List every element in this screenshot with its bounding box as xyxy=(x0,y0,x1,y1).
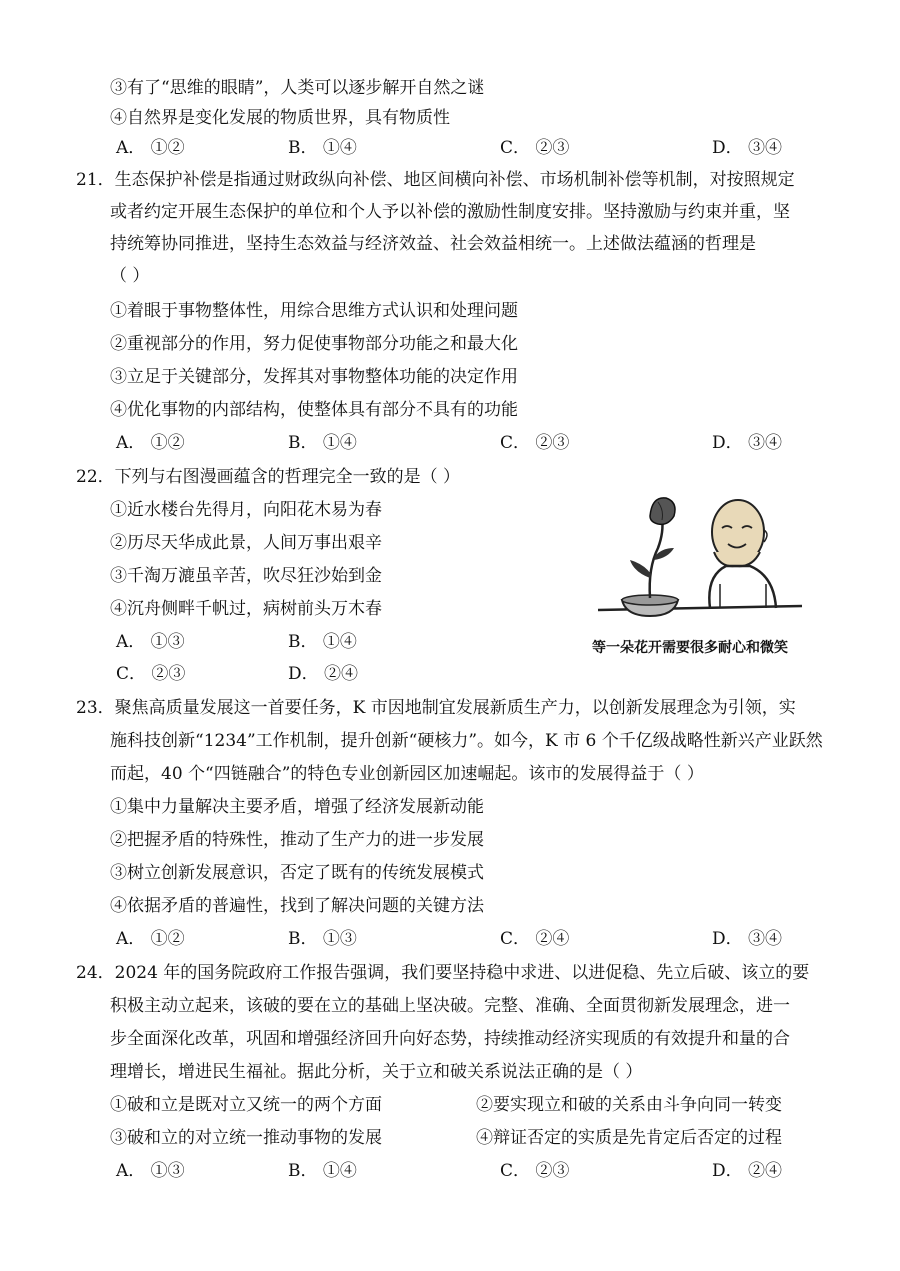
q23-statement-4: ④依据矛盾的普遍性，找到了解决问题的关键方法 xyxy=(110,896,484,916)
q23-option-c: C． ②④ xyxy=(500,929,570,949)
q24-stem-line-4: 理增长，增进民生福祉。据此分析，关于立和破关系说法正确的是（ ） xyxy=(110,1062,643,1082)
q23-stem-line-1: 23．聚焦高质量发展这一首要任务，K 市因地制宜发展新质生产力，以创新发展理念为引领，实 xyxy=(76,698,796,718)
q22-option-d: D． ②④ xyxy=(288,664,359,684)
q21-stem-line-1: 21．生态保护补偿是指通过财政纵向补偿、地区间横向补偿、市场机制补偿等机制，对按照规定 xyxy=(76,170,795,190)
q23-option-b: B． ①③ xyxy=(288,929,357,949)
q23-stem-line-2: 施科技创新“1234”工作机制，提升创新“硬核力”。如今，K 市 6 个千亿级战略性新兴产业跃然 xyxy=(110,731,823,751)
q24-statement-2: ②要实现立和破的关系由斗争向同一转变 xyxy=(476,1095,782,1115)
q21-option-a: A． ①② xyxy=(116,433,185,453)
q20-option-d: D． ③④ xyxy=(712,138,783,158)
q22-stem: 22．下列与右图漫画蕴含的哲理完全一致的是（ ） xyxy=(76,467,461,487)
q22-statement-4: ④沉舟侧畔千帆过，病树前头万木春 xyxy=(110,599,382,619)
q24-option-a: A． ①③ xyxy=(116,1161,185,1181)
q24-option-c: C． ②③ xyxy=(500,1161,570,1181)
q23-statement-1: ①集中力量解决主要矛盾，增强了经济发展新动能 xyxy=(110,797,484,817)
q21-option-d: D． ③④ xyxy=(712,433,783,453)
q24-statement-4: ④辩证否定的实质是先肯定后否定的过程 xyxy=(476,1128,782,1148)
q22-statement-2: ②历尽天华成此景，人间万事出艰辛 xyxy=(110,533,382,553)
q24-stem-line-2: 积极主动立起来，该破的要在立的基础上坚决破。完整、准确、全面贯彻新发展理念，进一 xyxy=(110,996,790,1016)
q20-option-a: A． ①② xyxy=(116,138,185,158)
q23-statement-3: ③树立创新发展意识，否定了既有的传统发展模式 xyxy=(110,863,484,883)
q24-option-d: D． ②④ xyxy=(712,1161,783,1181)
q22-statement-1: ①近水楼台先得月，向阳花木易为春 xyxy=(110,500,382,520)
q24-statement-3: ③破和立的对立统一推动事物的发展 xyxy=(110,1128,382,1148)
q21-option-b: B． ①④ xyxy=(288,433,357,453)
q20-statement-4: ④自然界是变化发展的物质世界，具有物质性 xyxy=(110,108,450,128)
q23-stem-line-3: 而起，40 个“四链融合”的特色专业创新园区加速崛起。该市的发展得益于（ ） xyxy=(110,764,704,784)
q24-statement-1: ①破和立是既对立又统一的两个方面 xyxy=(110,1095,382,1115)
q20-statement-3: ③有了“思维的眼睛”，人类可以逐步解开自然之谜 xyxy=(110,78,485,98)
q21-answer-blank: （ ） xyxy=(110,266,150,286)
q20-option-c: C． ②③ xyxy=(500,138,570,158)
q23-statement-2: ②把握矛盾的特殊性，推动了生产力的进一步发展 xyxy=(110,830,484,850)
q21-statement-3: ③立足于关键部分，发挥其对事物整体功能的决定作用 xyxy=(110,367,518,387)
q21-statement-1: ①着眼于事物整体性，用综合思维方式认识和处理问题 xyxy=(110,301,518,321)
q21-statement-4: ④优化事物的内部结构，使整体具有部分不具有的功能 xyxy=(110,400,518,420)
q21-stem-line-3: 持统筹协同推进，坚持生态效益与经济效益、社会效益相统一。上述做法蕴涵的哲理是 xyxy=(110,234,756,254)
q21-statement-2: ②重视部分的作用，努力促使事物部分功能之和最大化 xyxy=(110,334,518,354)
q21-stem-line-2: 或者约定开展生态保护的单位和个人予以补偿的激励性制度安排。坚持激励与约束并重，坚 xyxy=(110,202,790,222)
q24-stem-line-1: 24．2024 年的国务院政府工作报告强调，我们要坚持稳中求进、以进促稳、先立后破、该立的要 xyxy=(76,963,810,983)
q23-option-a: A． ①② xyxy=(116,929,185,949)
cartoon-caption: 等一朵花开需要很多耐心和微笑 xyxy=(592,640,788,656)
q22-option-b: B． ①④ xyxy=(288,632,357,652)
q22-option-a: A． ①③ xyxy=(116,632,185,652)
q24-stem-line-3: 步全面深化改革，巩固和增强经济回升向好态势，持续推动经济实现质的有效提升和量的合 xyxy=(110,1029,790,1049)
q23-option-d: D． ③④ xyxy=(712,929,783,949)
q20-option-b: B． ①④ xyxy=(288,138,357,158)
q21-option-c: C． ②③ xyxy=(500,433,570,453)
q24-option-b: B． ①④ xyxy=(288,1161,357,1181)
q22-option-c: C． ②③ xyxy=(116,664,186,684)
q22-statement-3: ③千淘万漉虽辛苦，吹尽狂沙始到金 xyxy=(110,566,382,586)
